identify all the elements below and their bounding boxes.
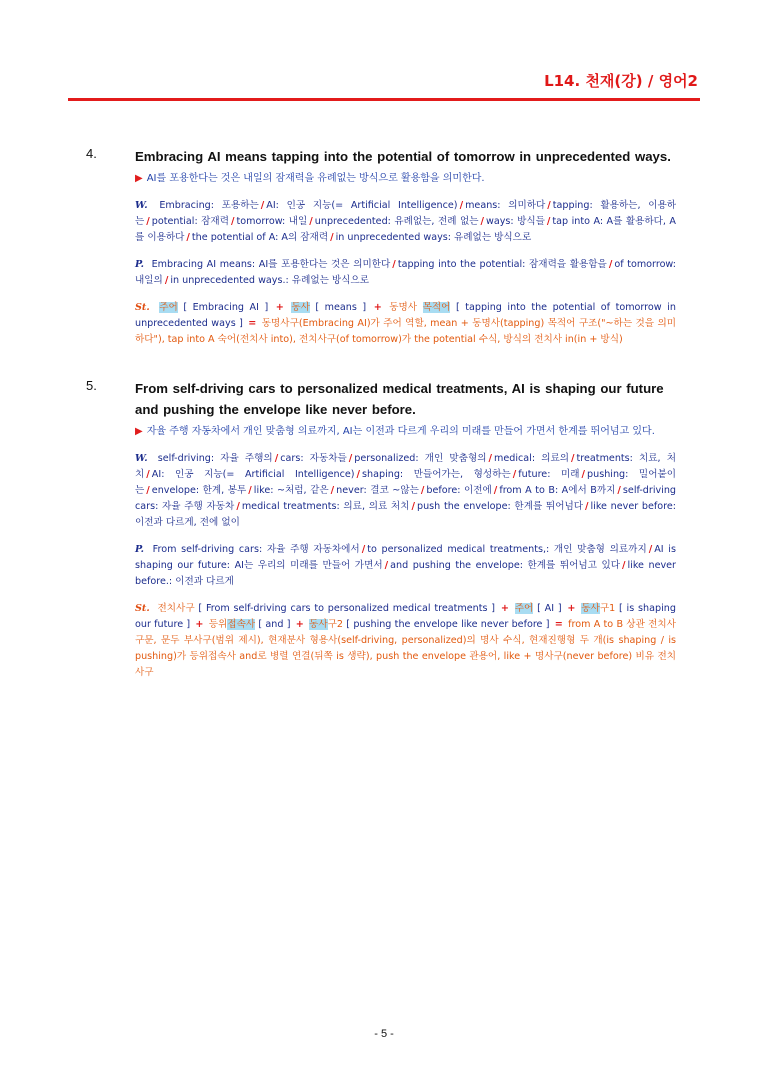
vocab-entry: in unprecedented ways: 유례없는 방식으로 xyxy=(335,232,532,243)
words-tag: W. xyxy=(135,200,148,211)
structure-tag: St. xyxy=(135,603,150,614)
phrase-entry: tapping into the potential: 잠재력을 활용함을 xyxy=(397,259,607,270)
structure-equals: = xyxy=(554,619,563,630)
structure-label: 등위 xyxy=(208,619,228,630)
vocab-entry: cars: 자동차들 xyxy=(280,453,347,464)
page-header-title xyxy=(544,70,698,91)
vocab-entry: tapping: 활용하는, 이용하는 xyxy=(135,200,676,227)
vocab-entry: tomorrow: 내일 xyxy=(236,216,308,227)
header-divider xyxy=(68,98,700,101)
vocab-entry: potential: 잠재력 xyxy=(151,216,229,227)
structure-plus: + xyxy=(195,619,204,630)
triangle-arrow-icon: ▶ xyxy=(135,426,143,437)
phrase-entry: like never before.: 이전과 다르게 xyxy=(135,560,676,587)
phrase-entry: to personalized medical treatments,: 개인 맞춤형 의료까지 xyxy=(367,544,647,555)
phrase-note: P. Embracing AI means: AI를 포용한다는 것은 의미한다 / tapping into the potential: 잠재력을 활용함을 / of tomorrow: 내일의 / in unprecedented ways.: 유례없는 방식으로 xyxy=(135,259,676,286)
phrase-entry: and pushing the envelope: 한계를 뛰어넘고 있다 xyxy=(390,560,620,571)
item-number: 5. xyxy=(86,378,97,393)
phrases-tag: P. xyxy=(135,259,144,270)
phrase-entry: From self-driving cars: 자율 주행 자동차에서 xyxy=(152,544,360,555)
vocab-entry: self-driving cars: 자율 주행 자동차 xyxy=(135,485,677,512)
structure-chunk: [ From self-driving cars to personalized medical treatments ] xyxy=(198,603,496,614)
phrase-entry: Embracing AI means: AI를 포용한다는 것은 의미한다 xyxy=(151,259,391,270)
triangle-arrow-icon: ▶ xyxy=(135,173,143,184)
structure-note xyxy=(135,601,676,681)
structure-label: 동사 xyxy=(291,302,310,313)
vocab-entry: medical treatments: 의료, 의료 처치 xyxy=(241,501,410,512)
structure-equals: = xyxy=(248,318,257,329)
structure-explanation: 동명사구(Embracing AI)가 주어 역할, mean + 동명사(tapping) 목적어 구조("~하는 것을 의미하다"), tap into A 숙어(전치사 into), 전치사구(of tomorrow)가 the potential 수식, 방식의 전치사 in(in + 방식) xyxy=(135,318,676,345)
vocabulary-note: W. Embracing: 포용하는 / AI: 인공 지능(= Artificial Intelligence) / means: 의미하다 / tapping: 활용하는, 이용하는 / potential: 잠재력 / tomorrow: 내일 / unprecedented: 유례없는, 전례 없는 / ways: 방식들 / tap into A: A를 활용하다, A를 이용하다 / the potential of A: A의 잠재력 / in unprecedented ways: 유례없는 방식으로 xyxy=(135,200,676,243)
structure-label: 전치사구 xyxy=(157,603,195,614)
publisher-name: 천재(강) xyxy=(585,72,643,90)
vocab-entry: before: 이전에 xyxy=(426,485,492,496)
structure-chunk: [ Embracing AI ] xyxy=(183,302,269,313)
structure-chunk: [ means ] xyxy=(315,302,367,313)
phrase-note: P. From self-driving cars: 자율 주행 자동차에서 / to personalized medical treatments,: 개인 맞춤형 의료까지 / AI is shaping our future: AI는 우리의 미래를 만들어 가면서 / and pushing the envelope: 한계를 뛰어넘고 있다 / like never before.: 이전과 다르게 xyxy=(135,544,676,587)
vocabulary-note: W. self-driving: 자율 주행의 / cars: 자동차들 / personalized: 개인 맞춤형의 / medical: 의료의 / treatments: 치료, 처치 / AI: 인공 지능(= Artificial Intelligence) / shaping: 만들어가는, 형성하는 / future: 미래 / pushing: 밀어붙이는 / envelope: 한계, 봉투 / like: ~처럼, 같은 / never: 결코 ~않는 / before: 이전에 / from A to B: A에서 B까지 / self-driving cars: 자율 주행 자동차 / medical treatments: 의료, 의료 처치 / push the envelope: 한계를 뛰어넘다 / like never before: 이전과 다르게, 전에 없이 xyxy=(135,453,677,528)
structure-chunk: [ tapping into the potential of tomorrow in unprecedented ways ] xyxy=(135,302,676,329)
structure-plus: + xyxy=(567,603,576,614)
vocab-entry: envelope: 한계, 봉투 xyxy=(151,485,247,496)
vocab-entry: treatments: 치료, 처치 xyxy=(135,453,677,480)
vocab-entry: medical: 의료의 xyxy=(494,453,570,464)
subject-name: 영어2 xyxy=(658,72,698,90)
vocab-entry: AI: 인공 지능(= Artificial Intelligence) xyxy=(151,469,355,480)
structure-label: 구2 xyxy=(327,619,344,630)
structure-label: 동명사 xyxy=(389,302,418,313)
vocab-entry: AI: 인공 지능(= Artificial Intelligence) xyxy=(266,200,458,211)
lesson-number: L14. xyxy=(544,72,581,90)
vocab-entry: unprecedented: 유례없는, 전례 없는 xyxy=(314,216,479,227)
structure-plus: + xyxy=(500,603,509,614)
vocab-entry: self-driving: 자율 주행의 xyxy=(157,453,273,464)
vocab-entry: from A to B: A에서 B까지 xyxy=(499,485,616,496)
korean-translation xyxy=(135,424,676,439)
vocab-entry: pushing: 밀어붙이는 xyxy=(135,469,676,496)
structure-label: 목적어 xyxy=(422,302,451,313)
phrase-entry: AI is shaping our future: AI는 우리의 미래를 만들어 가면서 xyxy=(135,544,676,571)
phrase-entry: of tomorrow: 내일의 xyxy=(135,259,676,286)
structure-label: 접속사 xyxy=(227,619,256,630)
vocab-entry: future: 미래 xyxy=(518,469,580,480)
vocab-entry: like: ~처럼, 같은 xyxy=(253,485,329,496)
sentence-item-4 xyxy=(86,146,676,348)
vocab-entry: push the envelope: 한계를 뛰어넘다 xyxy=(417,501,583,512)
structure-label: 동사 xyxy=(309,619,328,630)
structure-label: 주어 xyxy=(514,603,534,614)
structure-label: 구1 xyxy=(599,603,616,614)
structure-label: 주어 xyxy=(159,302,178,313)
english-sentence: Embracing AI means tapping into the potential of tomorrow in unprecedented ways. xyxy=(135,149,671,164)
vocab-entry: like never before: 이전과 다르게, 전에 없이 xyxy=(135,501,676,528)
phrase-entry: in unprecedented ways.: 유례없는 방식으로 xyxy=(170,275,369,286)
vocab-entry: the potential of A: A의 잠재력 xyxy=(191,232,329,243)
sentence-item-5 xyxy=(86,378,676,681)
structure-chunk: [ pushing the envelope like never before ] xyxy=(346,619,550,630)
vocab-entry: Embracing: 포용하는 xyxy=(159,200,259,211)
vocab-entry: tap into A: A를 활용하다, A를 이용하다 xyxy=(135,216,676,243)
vocab-entry: personalized: 개인 맞춤형의 xyxy=(354,453,487,464)
item-number: 4. xyxy=(86,146,97,161)
structure-explanation: from A to B 상관 전치사 구문, 문두 부사구(범위 제시), 현재분사 형용사(self-driving, personalized)의 명사 수식, 현재진행형 두 개(is shaping / is pushing)가 등위접속사 and로 병렬 연결(뒤쪽 is 생략), push the envelope 관용어, like + 명사구(never before) 비유 전치사구 xyxy=(135,619,676,678)
vocab-entry: shaping: 만들어가는, 형성하는 xyxy=(362,469,511,480)
structure-chunk: [ AI ] xyxy=(537,603,562,614)
structure-plus: + xyxy=(373,302,382,313)
header-separator: / xyxy=(647,72,654,90)
translation-text: 자율 주행 자동차에서 개인 맞춤형 의료까지, AI는 이전과 다르게 우리의 미래를 만들어 가면서 한계를 뛰어넘고 있다. xyxy=(146,426,655,437)
words-tag: W. xyxy=(135,453,148,464)
translation-text: AI를 포용한다는 것은 내일의 잠재력을 유례없는 방식으로 활용함을 의미한다. xyxy=(146,173,485,184)
structure-tag: St. xyxy=(135,302,150,313)
korean-translation xyxy=(135,171,676,186)
english-sentence: From self-driving cars to personalized medical treatments, AI is shaping our future and pushing the envelope like never before. xyxy=(135,381,664,417)
structure-label: 동사 xyxy=(581,603,600,614)
structure-plus: + xyxy=(295,619,304,630)
vocab-entry: means: 의미하다 xyxy=(465,200,546,211)
phrases-tag: P. xyxy=(135,544,144,555)
structure-chunk: [ and ] xyxy=(258,619,291,630)
page-number: - 5 - xyxy=(374,1028,394,1040)
structure-note xyxy=(135,300,676,348)
structure-chunk: [ is shaping our future ] xyxy=(135,603,676,630)
vocab-entry: never: 결코 ~않는 xyxy=(336,485,419,496)
vocab-entry: ways: 방식들 xyxy=(486,216,545,227)
structure-plus: + xyxy=(275,302,284,313)
